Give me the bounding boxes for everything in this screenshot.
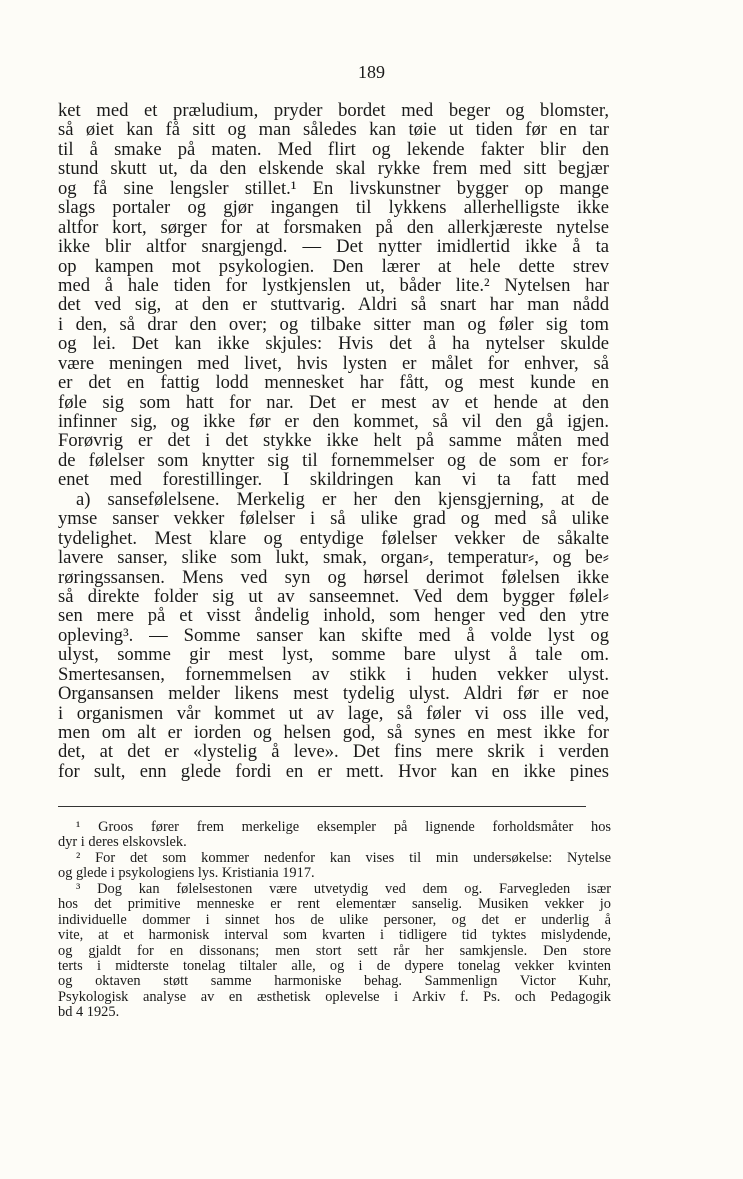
text-line: så direkte folder sig ut av sanseemnet. Ved dem bygger følel⸗ [58,585,609,607]
text-line: det, at det er «lystelig å leve». Det fins mere skrik i verden [58,741,609,763]
text-line: for sult, enn glede fordi en er mett. Hvor kan en ikke pines [58,760,609,782]
text-line: og lei. Det kan ikke skjules: Hvis det å ha nytelser skulde [58,333,609,355]
text-line: opleving³. — Somme sanser kan skifte med å volde lyst og [58,624,609,646]
footnote-line: ² For det som kommer nedenfor kan vises til min undersøkelse: Nytelse [76,849,611,866]
text-line: i organismen vår kommet ut av lage, så føler vi oss ille ved, [58,702,609,724]
text-line: til å smake på maten. Med flirt og lekende fakter blir den [58,138,609,160]
footnote-line: dyr i deres elskovslek. [58,834,187,851]
footnote-line: og glede i psykologiens lys. Kristiania 1917. [58,865,315,882]
text-line: sen mere på et visst åndelig inhold, som henger ved den ytre [58,605,609,627]
text-line: Forøvrig er det i det stykke ikke helt på samme måten med [58,430,609,452]
text-line: stund skutt ut, da den elskende skal rykke frem med sitt begjær [58,158,609,180]
text-line: a) sansefølelsene. Merkelig er her den kjensgjerning, at de [76,488,609,510]
text-line: ymse sanser vekker følelser i så ulike grad og med så ulike [58,508,609,530]
footnote-line: ³ Dog kan følelsestonen være utvetydig ved dem og. Farvegleden især [76,880,611,897]
text-line: med å hale tiden for lystkjenslen ut, båder lite.² Nytelsen har [58,274,609,296]
text-line: ikke blir altfor snargjengd. — Det nytter imidlertid ikke å ta [58,236,609,258]
text-line: lavere sanser, slike som lukt, smak, organ⸗, temperatur⸗, og be⸗ [58,547,609,569]
body-text [58,101,609,781]
text-line: men om alt er iorden og helsen god, så synes en mest ikke for [58,722,609,743]
footnote-line: individuelle dommer i sinnet hos de ulike personer, og det er underlig å [58,911,611,928]
text-line: op kampen mot psykologien. Den lærer at hele dette strev [58,255,609,277]
text-line: ket med et præludium, pryder bordet med beger og blomster, [58,100,609,121]
text-line: og få sine lengsler stillet.¹ En livskunstner bygger op mange [58,177,609,199]
text-line: altfor kort, sørger for at forsmaken på den allerkjæreste nytelse [58,216,609,238]
text-line: føle sig som hatt for nar. Det er mest av et hende at den [58,391,609,413]
text-line: være meningen med livet, hvis lysten er målet for enhver, så [58,352,609,374]
footnote-line: bd 4 1925. [58,1004,120,1021]
text-line: Organsansen melder likens mest tydelig ulyst. Aldri før er noe [58,683,609,705]
text-line: i den, så drar den over; og tilbake sitter man og føler sig tom [58,313,609,335]
footnote-line: vite, at et harmonisk interval som kvarten i tidligere tid tyktes mislydende, [58,927,611,944]
footnote-line: og gjaldt for en dissonans; men stort sett rår her samkjensle. Den store [58,942,611,959]
text-line: slags portaler og gjør ingangen til lykkens allerhelligste ikke [58,197,609,219]
text-line: er det en fattig lodd mennesket har fått, og mest kunde en [58,372,609,394]
text-line: tydelighet. Mest klare og entydige følelser vekker de såkalte [58,527,609,549]
text-line: de følelser som knytter sig til fornemmelser og de som er for⸗ [58,449,609,471]
footnote-line: og oktaven støtt samme harmoniske behag. Sammenlign Victor Kuhr, [58,973,611,990]
footnotes [58,820,611,1021]
page-number: 189 [358,62,385,82]
footnote-divider [58,806,586,807]
footnote-line: terts i midterste tonelag tiltaler alle, og i de dypere tonelag vekker kvinten [58,957,611,974]
footnote-line: hos det primitive menneske er rent elementær sanselig. Musiken vekker jo [58,896,611,913]
text-line: Smertesansen, fornemmelsen av stikk i huden vekker ulyst. [58,663,609,685]
text-line: røringssansen. Mens ved syn og hørsel derimot følelsen ikke [58,566,609,588]
text-line: infinner sig, og ikke før er den kommet, så vil den gå igjen. [58,411,609,432]
text-line: enet med forestillinger. I skildringen kan vi ta fatt med [58,469,609,491]
text-line: ulyst, somme gir mest lyst, somme bare ulyst å tale om. [58,644,609,666]
text-line: så øiet kan få sitt og man således kan tøie ut tiden før en tar [58,119,609,141]
text-line: det ved sig, at den er stuttvarig. Aldri så snart har man nådd [58,294,609,316]
footnote-line: Psykologisk analyse av en æsthetisk oplevelse i Arkiv f. Ps. och Pedagogik [58,988,611,1005]
footnote-line: ¹ Groos fører frem merkelige eksempler på lignende forholdsmåter hos [76,819,611,835]
